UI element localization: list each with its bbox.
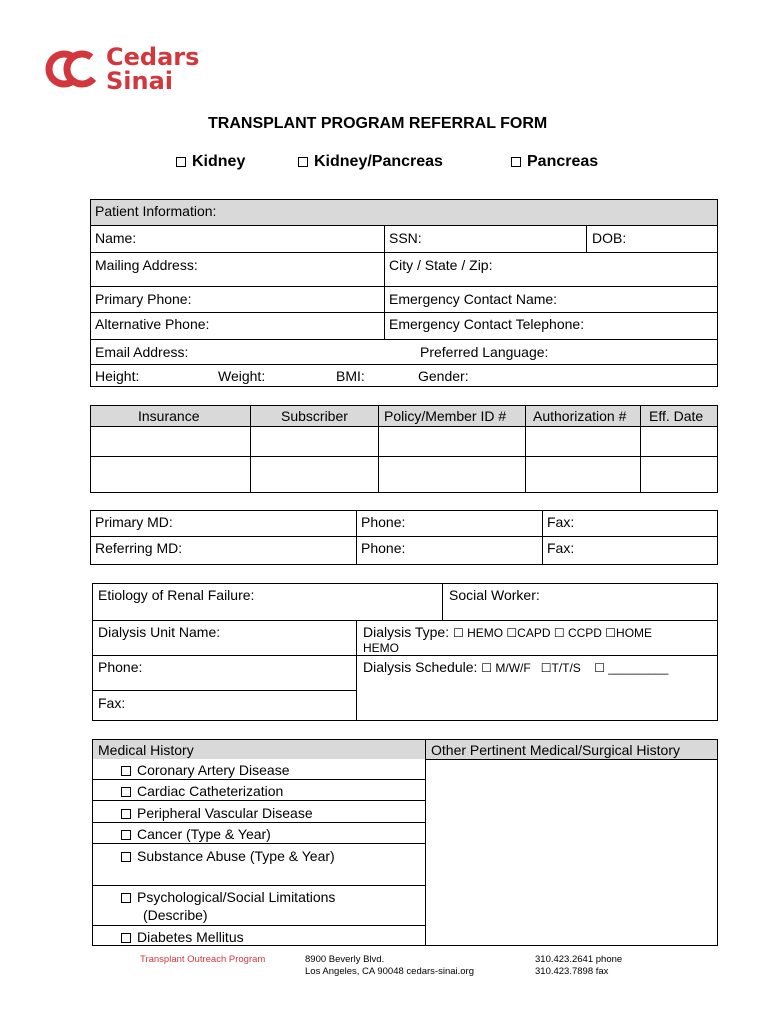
checkbox-label: Kidney/Pancreas	[314, 153, 443, 170]
footer-address-line1: 8900 Beverly Blvd.	[305, 954, 385, 965]
history-item[interactable]	[121, 762, 290, 778]
checkbox-icon	[511, 157, 521, 167]
logo-line2: Sinai	[106, 67, 174, 95]
name-field[interactable]: Name:	[95, 230, 137, 246]
referring-md-phone-field[interactable]: Phone:	[361, 540, 406, 556]
history-item-label: Peripheral Vascular Disease	[137, 805, 313, 821]
email-field[interactable]: Email Address:	[95, 344, 189, 360]
history-item-label: Cancer (Type & Year)	[137, 826, 271, 842]
dialysis-fax-field[interactable]: Fax:	[98, 695, 126, 711]
logo-line1: Cedars	[106, 43, 200, 71]
logo-mark-icon	[44, 44, 104, 94]
dialysis-schedule-label	[363, 659, 668, 675]
dialysis-type-label	[363, 624, 652, 640]
primary-md-field[interactable]: Primary MD:	[95, 514, 173, 530]
checkbox-label: Pancreas	[527, 153, 599, 170]
primary-md-fax-field[interactable]: Fax:	[547, 514, 575, 530]
patient-info-title: Patient Information:	[95, 203, 217, 219]
checkbox-kidney-pancreas[interactable]	[298, 153, 443, 171]
checkbox-icon	[121, 893, 131, 903]
history-item[interactable]	[121, 805, 313, 821]
dialysis-schedule-text: Dialysis Schedule:	[363, 659, 478, 675]
footer-fax: 310.423.7898 fax	[535, 966, 609, 977]
social-worker-field[interactable]: Social Worker:	[449, 587, 540, 603]
alternative-phone-field[interactable]: Alternative Phone:	[95, 316, 210, 332]
checkbox-icon	[121, 809, 131, 819]
dialysis-table	[92, 583, 718, 721]
insurance-header: Insurance	[138, 408, 200, 424]
checkbox-icon	[298, 157, 308, 167]
history-item-label: Cardiac Catheterization	[137, 783, 284, 799]
referring-md-fax-field[interactable]: Fax:	[547, 540, 575, 556]
policy-id-header: Policy/Member ID #	[384, 408, 507, 424]
cedars-sinai-logo	[44, 42, 204, 98]
emergency-contact-name-field[interactable]: Emergency Contact Name:	[389, 291, 558, 307]
history-item-label: Substance Abuse (Type & Year)	[137, 848, 335, 864]
weight-field[interactable]: Weight:	[218, 368, 266, 384]
gender-field[interactable]: Gender:	[418, 368, 469, 384]
dialysis-type-options[interactable]: ☐ HEMO ☐CAPD ☐ CCPD ☐HOME	[453, 626, 653, 640]
history-item-describe: (Describe)	[143, 907, 208, 923]
preferred-language-field[interactable]: Preferred Language:	[420, 344, 549, 360]
checkbox-icon	[121, 766, 131, 776]
checkbox-icon	[121, 787, 131, 797]
dialysis-phone-field[interactable]: Phone:	[98, 659, 143, 675]
other-history-header: Other Pertinent Medical/Surgical History	[431, 742, 680, 758]
footer-program: Transplant Outreach Program	[140, 954, 266, 965]
checkbox-pancreas[interactable]	[511, 153, 598, 171]
bmi-field[interactable]: BMI:	[336, 368, 365, 384]
eff-date-header: Eff. Date	[649, 408, 704, 424]
authorization-header: Authorization #	[533, 408, 627, 424]
dialysis-unit-field[interactable]: Dialysis Unit Name:	[98, 624, 221, 640]
footer-address-line2: Los Angeles, CA 90048 cedars-sinai.org	[305, 966, 474, 977]
etiology-field[interactable]: Etiology of Renal Failure:	[98, 587, 255, 603]
emergency-contact-telephone-field[interactable]: Emergency Contact Telephone:	[389, 316, 585, 332]
history-item[interactable]	[121, 848, 335, 864]
ssn-field[interactable]: SSN:	[389, 230, 422, 246]
form-title: TRANSPLANT PROGRAM REFERRAL FORM	[208, 115, 548, 132]
history-item[interactable]	[121, 889, 335, 905]
history-item-label: Diabetes Mellitus	[137, 929, 244, 945]
primary-md-phone-field[interactable]: Phone:	[361, 514, 406, 530]
footer-phone: 310.423.2641 phone	[535, 954, 623, 965]
checkbox-label: Kidney	[192, 153, 246, 170]
checkbox-icon	[176, 157, 186, 167]
history-item-label: Psychological/Social Limitations	[137, 889, 336, 905]
height-field[interactable]: Height:	[95, 368, 140, 384]
dialysis-type-text: Dialysis Type:	[363, 624, 450, 640]
history-item[interactable]	[121, 783, 283, 799]
checkbox-icon	[121, 830, 131, 840]
referring-md-field[interactable]: Referring MD:	[95, 540, 183, 556]
subscriber-header: Subscriber	[281, 408, 348, 424]
history-item[interactable]	[121, 929, 244, 945]
dialysis-type-continuation: HEMO	[363, 641, 399, 655]
city-state-zip-field[interactable]: City / State / Zip:	[389, 257, 493, 273]
mailing-address-field[interactable]: Mailing Address:	[95, 257, 198, 273]
history-item[interactable]	[121, 826, 271, 842]
checkbox-kidney[interactable]	[176, 153, 245, 171]
history-item-label: Coronary Artery Disease	[137, 762, 290, 778]
checkbox-icon	[121, 933, 131, 943]
checkbox-icon	[121, 852, 131, 862]
dob-field[interactable]: DOB:	[592, 230, 627, 246]
primary-phone-field[interactable]: Primary Phone:	[95, 291, 192, 307]
dialysis-schedule-options[interactable]: ☐ M/W/F ☐T/T/S ☐ _________	[481, 661, 669, 675]
medical-history-header: Medical History	[98, 742, 194, 758]
